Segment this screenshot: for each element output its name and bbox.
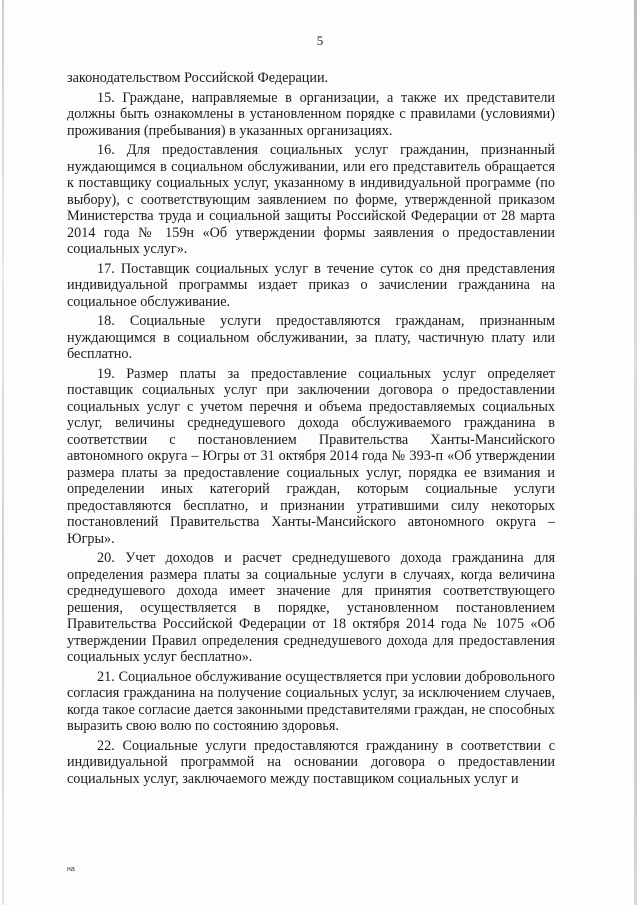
footer-mark: на bbox=[67, 866, 75, 873]
paragraph-20: 20. Учет доходов и расчет среднедушевого дохода гражданина для определения размера платы за социальные услуги в случаях, когда величина среднедушевого дохода имеет значение для принятия соответствующего решения, осуществляется в порядке, установленном постановлением Правительства Российской Федерации от 18 октября 2014 года № 1075 «Об утверждении Правил определения среднедушевого дохода для предоставления социальных услуг бесплатно». bbox=[67, 550, 555, 665]
paragraph-19: 19. Размер платы за предоставление социальных услуг определяет поставщик социальных услуг при заключении договора о предоставлении социальных услуг с учетом перечня и объема предоставляемых социальных услуг, величины среднедушевого дохода обслуживаемого гражданина в соответствии с постановлением Правительства Ханты-Мансийского автономного округа – Югры от 31 октября 2014 года № 393-п «Об утверждении размера платы за предоставление социальных услуг, порядка ее взимания и определении иных категорий граждан, которым социальные услуги предоставляются бесплатно, и признании утратившими силу некоторых постановлений Правительства Ханты-Мансийского автономного округа – Югры». bbox=[67, 365, 555, 547]
paragraph-18: 18. Социальные услуги предоставляются гражданам, признанным нуждающимся в социальном обслуживании, за плату, частичную плату или бесплатно. bbox=[67, 313, 555, 362]
document-body bbox=[67, 70, 555, 790]
paragraph-22: 22. Социальные услуги предоставляются гражданину в соответствии с индивидуальной программой на основании договора о предоставлении социальных услуг, заключаемого между поставщиком социальных услуг и bbox=[67, 737, 555, 787]
paragraph-continuation: законодательством Российской Федерации. bbox=[67, 70, 329, 86]
paragraph-21: 21. Социальное обслуживание осуществляется при условии добровольного согласия гражданина на получение социальных услуг, за исключением случаев, когда такое согласие дается законными представителями граждан, не способных выразить свою волю по состоянию здоровья. bbox=[67, 668, 555, 734]
paragraph-17: 17. Поставщик социальных услуг в течение суток со дня представления индивидуальной программы издает приказ о зачислении гражданина на социальное обслуживание. bbox=[67, 260, 555, 310]
scan-edge-left bbox=[2, 0, 4, 905]
paragraph-16: 16. Для предоставления социальных услуг гражданин, признанный нуждающимся в социальном обслуживании, или его представитель обращается к поставщику социальных услуг, указанному в индивидуальной программе (по выбору), с соответствующим заявлением по форме, утвержденной приказом Министерства труда и социальной защиты Российской Федерации от 28 марта 2014 года № 159н «Об утверждении формы заявления о предоставлении социальных услуг». bbox=[67, 142, 555, 257]
scan-edge-right bbox=[634, 0, 637, 905]
page-number: 5 bbox=[316, 33, 324, 48]
paragraph-15: 15. Граждане, направляемые в организации, а также их представители должны быть ознакомлены в установленном порядке с правилами (условиями) проживания (пребывания) в указанных организациях. bbox=[67, 89, 555, 139]
